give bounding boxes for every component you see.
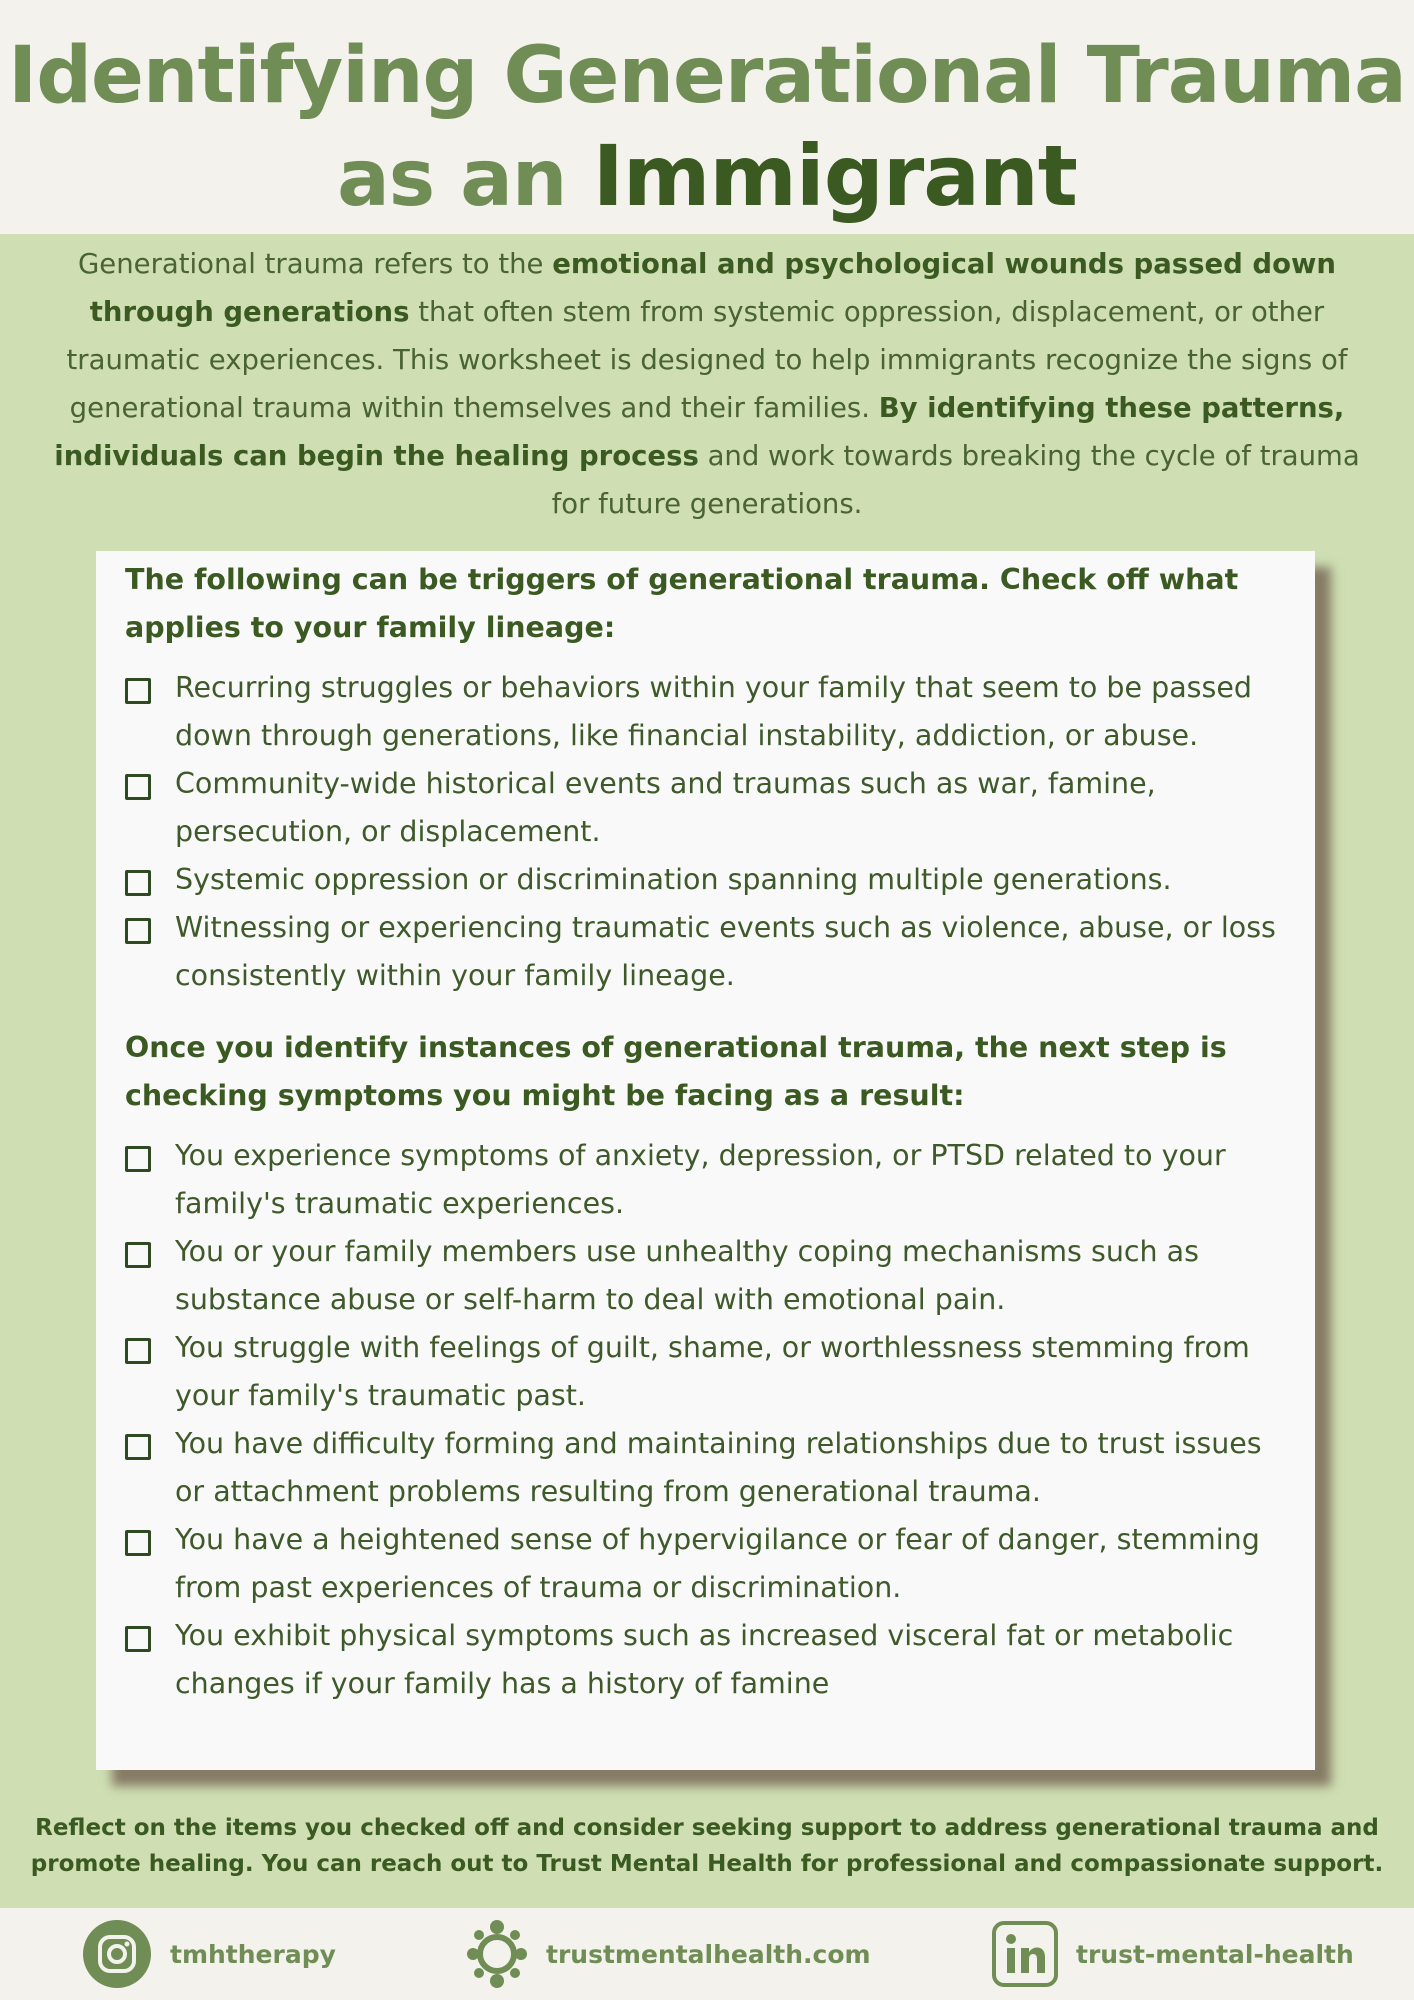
trigger-item-text: Recurring struggles or behaviors within your family that seem to be passed down through generations, like financial instability, addiction, or abuse. (175, 671, 1252, 752)
intro-paragraph (34, 240, 1380, 528)
symptom-item (125, 1132, 1277, 1228)
intro-text-1: Generational trauma refers to the (78, 248, 553, 280)
page-header (0, 0, 1414, 234)
trigger-item (125, 664, 1277, 760)
checkbox[interactable] (125, 1626, 151, 1652)
symptom-item-text: You or your family members use unhealthy coping mechanisms such as substance abuse or self-harm to deal with emotional pain. (175, 1235, 1199, 1316)
linkedin-icon (992, 1921, 1058, 1987)
symptom-item-text: You struggle with feelings of guilt, shame, or worthlessness stemming from your family's traumatic past. (175, 1331, 1250, 1412)
symptom-item-text: You experience symptoms of anxiety, depression, or PTSD related to your family's traumatic experiences. (175, 1139, 1226, 1220)
intro-text-2: that often stem from systemic oppression, displacement, or other traumatic experiences. This worksheet is designed to help immigrants recognize the signs of generational trauma within themselves and their families. (66, 296, 1348, 424)
website-link[interactable] (466, 1920, 871, 1988)
checkbox[interactable] (125, 870, 151, 896)
instagram-icon (82, 1919, 152, 1989)
trigger-item (125, 904, 1277, 1000)
closing-note: Reflect on the items you checked off and consider seeking support to address generational trauma and promote healing. You can reach out to Trust Mental Health for professional and compassionate support. (30, 1815, 1384, 1877)
symptom-item-text: You exhibit physical symptoms such as increased visceral fat or metabolic changes if your family has a history of famine (175, 1619, 1234, 1700)
page-footer (0, 1908, 1414, 2000)
checkbox[interactable] (125, 918, 151, 944)
trigger-item (125, 856, 1277, 904)
symptom-item-text: You have difficulty forming and maintaining relationships due to trust issues or attachment problems resulting from generational trauma. (175, 1427, 1262, 1508)
symptoms-heading: Once you identify instances of generational trauma, the next step is checking symptoms you might be facing as a result: (125, 1031, 1227, 1112)
symptom-item (125, 1420, 1277, 1516)
website-url: trustmentalhealth.com (546, 1939, 871, 1969)
symptoms-list (125, 1132, 1277, 1708)
triggers-list (125, 664, 1277, 1000)
triggers-heading: The following can be triggers of generational trauma. Check off what applies to your family lineage: (125, 563, 1239, 644)
intro-text-3: and work towards breaking the cycle of trauma for future generations. (551, 440, 1360, 520)
checkbox[interactable] (125, 1242, 151, 1268)
trigger-item-text: Witnessing or experiencing traumatic events such as violence, abuse, or loss consistently within your family lineage. (175, 911, 1276, 992)
checkbox[interactable] (125, 1530, 151, 1556)
community-logo-icon (466, 1919, 528, 1989)
checkbox[interactable] (125, 678, 151, 704)
symptom-item (125, 1228, 1277, 1324)
checkbox[interactable] (125, 1338, 151, 1364)
linkedin-handle: trust-mental-health (1076, 1939, 1354, 1969)
symptom-item (125, 1516, 1277, 1612)
title-line-2 (0, 126, 1414, 229)
checkbox[interactable] (125, 774, 151, 800)
symptom-item (125, 1324, 1277, 1420)
title-emphasis: Immigrant (592, 127, 1077, 225)
checkbox[interactable] (125, 1146, 151, 1172)
instagram-link[interactable] (82, 1920, 336, 1988)
checklist-card (96, 551, 1315, 1770)
symptom-item-text: You have a heightened sense of hypervigilance or fear of danger, stemming from past experiences of trauma or discrimination. (175, 1523, 1260, 1604)
title-line-1: Identifying Generational Trauma (8, 31, 1406, 121)
trigger-item-text: Community-wide historical events and traumas such as war, famine, persecution, or displacement. (175, 767, 1156, 848)
title-prefix: as an (337, 134, 593, 224)
intro-bold-2: By identifying these patterns, individuals can begin the healing process (54, 392, 1345, 472)
checkbox[interactable] (125, 1434, 151, 1460)
symptom-item (125, 1612, 1277, 1708)
trigger-item-text: Systemic oppression or discrimination spanning multiple generations. (175, 863, 1172, 896)
trigger-item (125, 760, 1277, 856)
linkedin-link[interactable] (992, 1920, 1354, 1988)
instagram-handle: tmhtherapy (170, 1939, 336, 1969)
intro-bold-1: emotional and psychological wounds passed down through generations (89, 248, 1336, 328)
